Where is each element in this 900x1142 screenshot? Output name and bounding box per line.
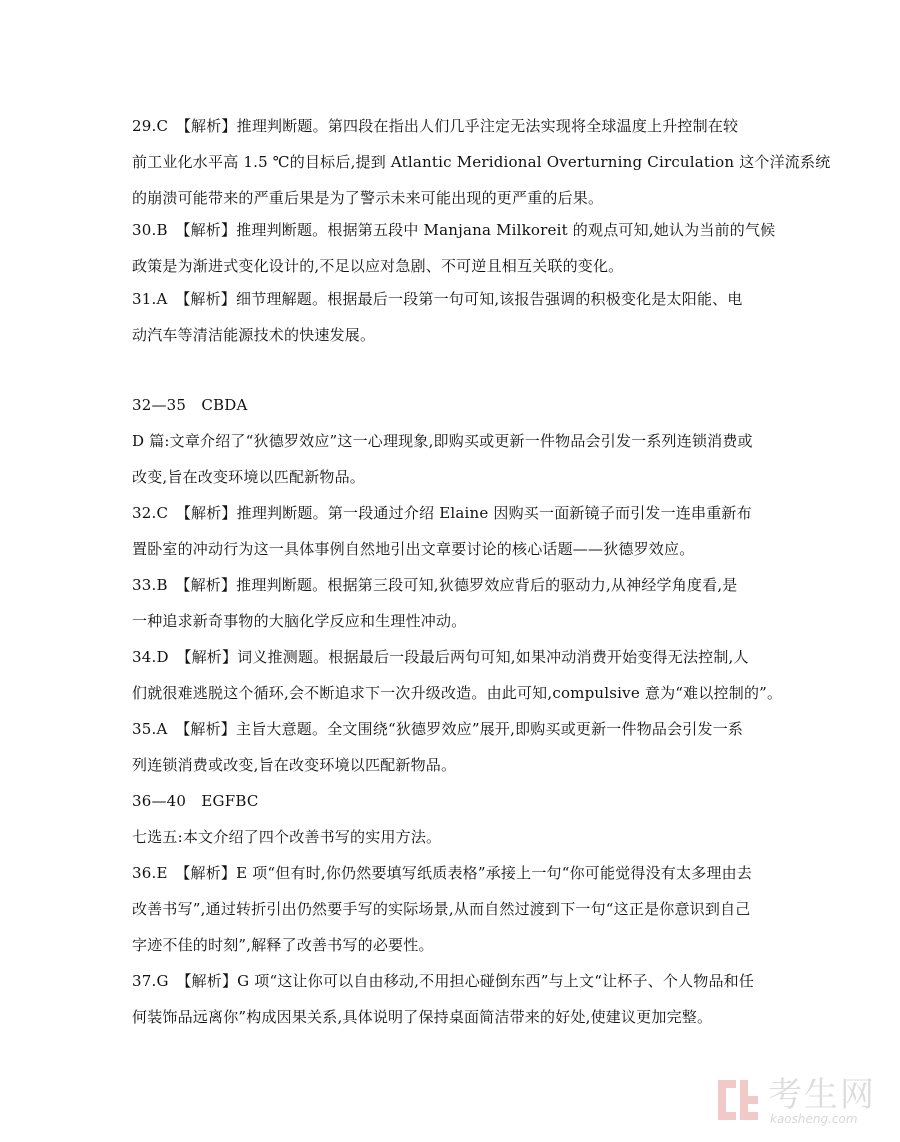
answers-32-37 — [132, 387, 782, 1035]
text-line: 32.C 【解析】推理判断题。第一段通过介绍 Elaine 因购买一面新镜子而引发一连串重新布 — [132, 504, 752, 522]
text-line: 改善书写”,通过转折引出仍然要手写的实际场景,从而自然过渡到下一句“这正是你意识到自己 — [132, 900, 751, 918]
text-line: 37.G 【解析】G 项“这让你可以自由移动,不用担心碰倒东西”与上文“让杯子、个人物品和任 — [132, 972, 755, 990]
text-line: 35.A 【解析】主旨大意题。全文围绕“狄德罗效应”展开,即购买或更新一件物品会引发一系 — [132, 720, 744, 738]
watermark-name: 考生网 — [768, 1075, 876, 1115]
text-line: 置卧室的冲动行为这一具体事例自然地引出文章要讨论的核心话题——狄德罗效应。 — [132, 540, 695, 558]
text-line: 一种追求新奇事物的大脑化学反应和生理性冲动。 — [132, 612, 467, 630]
watermark-domain: kaosheng.com — [770, 1112, 858, 1126]
section-heading: 32—35 CBDA — [132, 396, 248, 414]
text-line: 前工业化水平高 1.5 ℃的目标后,提到 Atlantic Meridional Overturning Circulation 这个洋流系统 — [132, 153, 831, 171]
answer-31 — [132, 281, 782, 353]
text-line: 30.B 【解析】推理判断题。根据第五段中 Manjana Milkoreit 的观点可知,她认为当前的气候 — [132, 221, 776, 239]
text-line: D 篇:文章介绍了“狄德罗效应”这一心理现象,即购买或更新一件物品会引发一系列连锁消费或 — [132, 432, 753, 450]
text-line: 政策是为渐进式变化设计的,不足以应对急剧、不可逆且相互关联的变化。 — [132, 257, 624, 275]
answer-29 — [132, 108, 831, 216]
text-line: 的崩溃可能带来的严重后果是为了警示未来可能出现的更严重的后果。 — [132, 189, 604, 207]
answer-30 — [132, 212, 782, 284]
text-line: 34.D 【解析】词义推测题。根据最后一段最后两句可知,如果冲动消费开始变得无法控制,人 — [132, 648, 749, 666]
text-line: 七选五:本文介绍了四个改善书写的实用方法。 — [132, 828, 442, 846]
text-line: 33.B 【解析】推理判断题。根据第三段可知,狄德罗效应背后的驱动力,从神经学角度看,是 — [132, 576, 738, 594]
text-line: 36.E 【解析】E 项“但有时,你仍然要填写纸质表格”承接上一句“你可能觉得没有太多理由去 — [132, 864, 752, 882]
section-heading: 36—40 EGFBC — [132, 792, 259, 810]
text-line: 字迹不佳的时刻”,解释了改善书写的必要性。 — [132, 936, 434, 954]
text-line: 29.C 【解析】推理判断题。第四段在指出人们几乎注定无法实现将全球温度上升控制在较 — [132, 117, 739, 135]
text-line: 列连锁消费或改变,旨在改变环境以匹配新物品。 — [132, 756, 457, 774]
text-line: 31.A 【解析】细节理解题。根据最后一段第一句可知,该报告强调的积极变化是太阳能、电 — [132, 290, 743, 308]
watermark — [716, 1076, 886, 1130]
text-line: 何装饰品远离你”构成因果关系,具体说明了保持桌面简洁带来的好处,使建议更加完整。 — [132, 1008, 713, 1026]
text-line: 改变,旨在改变环境以匹配新物品。 — [132, 468, 365, 486]
kaosheng-logo-icon — [716, 1076, 760, 1126]
text-line: 们就很难逃脱这个循环,会不断追求下一次升级改造。由此可知,compulsive 意为“难以控制的”。 — [132, 684, 783, 702]
text-line: 动汽车等清洁能源技术的快速发展。 — [132, 326, 376, 344]
